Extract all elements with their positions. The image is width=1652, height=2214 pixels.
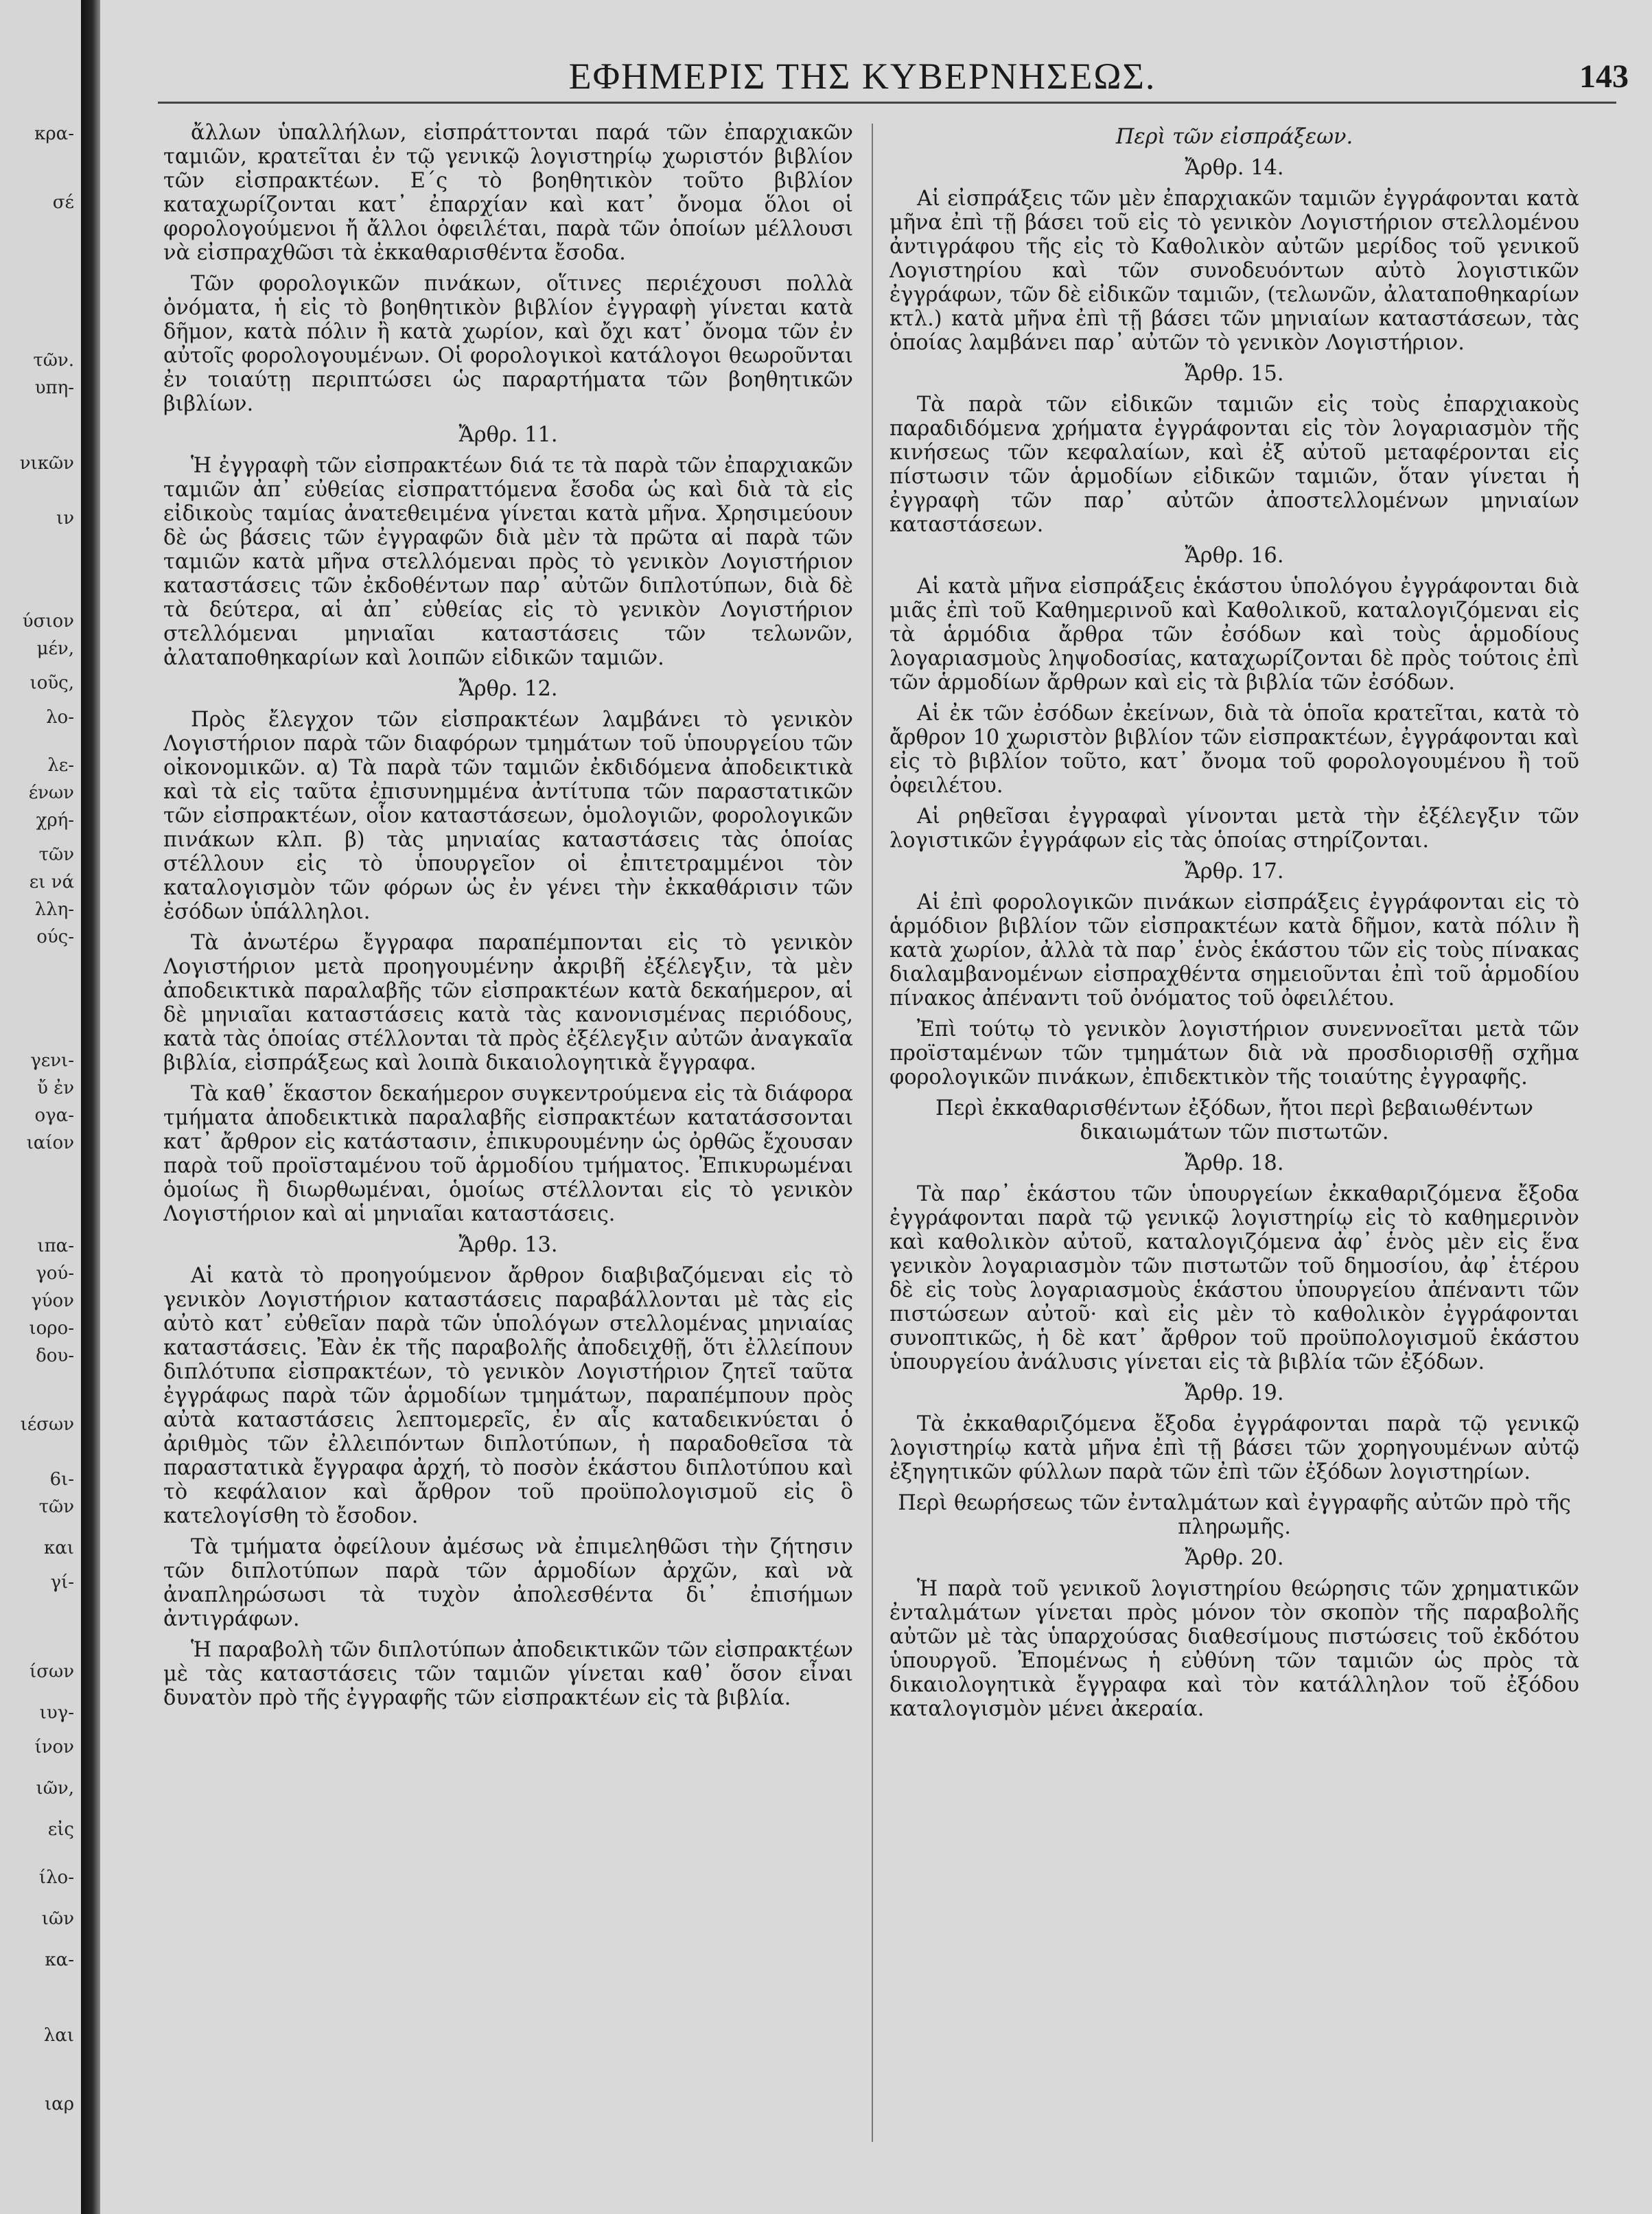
margin-fragment: ένων <box>28 783 74 803</box>
margin-fragment: νικῶν <box>19 453 74 474</box>
margin-fragment: λε- <box>47 755 74 776</box>
margin-fragment: ιῶν <box>41 1909 74 1929</box>
margin-fragment: λαι <box>43 2025 74 2046</box>
left-column <box>163 121 853 2153</box>
paragraph: Ἐπὶ τούτῳ τὸ γενικὸν λογιστήριον συνεννοεῖται μετὰ τῶν προϊσταμένων τῶν τμημάτων διὰ νὰ προσδιορισθῇ σχῆμα φορολογικῶν πινάκων, ἐπιδεκτικὸν τῆς τοιαύτης ἐγγραφῆς. <box>889 1017 1579 1089</box>
document-page <box>100 0 1652 2214</box>
section-heading: Ἄρθρ. 18. <box>1185 1151 1284 1175</box>
paragraph: Ἡ παρὰ τοῦ γενικοῦ λογιστηρίου θεώρησις τῶν χρηματικῶν ἐνταλμάτων γίνεται πρὸς μόνον τὸν σκοπὸν τῆς παραβολῆς αὐτῶν μὲ τὰς ὑπαρχούσας διαθεσίμους πιστώσεις τοῦ ἐκδότου ὑπουργοῦ. Ἐπομένως ἡ εὐθύνη τῶν ταμιῶν ὡς πρὸς τὰ δικαιολογητικὰ ἔγγραφα καὶ τὸν κατάλληλον τοῦ ἐξόδου καταλογισμὸν μένει ἀκεραία. <box>889 1577 1579 1721</box>
page-title: ΕΦΗΜΕΡΙΣ ΤΗΣ ΚΥΒΕΡΝΗΣΕΩΣ. <box>568 56 1156 97</box>
section-heading: Ἄρθρ. 16. <box>1185 544 1284 568</box>
column-divider <box>872 124 873 2142</box>
margin-fragment: ὔ ἐν <box>37 1078 74 1098</box>
margin-fragment: γύον <box>31 1291 74 1311</box>
margin-fragment: υπη- <box>34 378 74 398</box>
margin-fragment: τῶν. <box>33 350 74 371</box>
paragraph: Τῶν φορολογικῶν πινάκων, οἵτινες περιέχουσι πολλὰ ὀνόματα, ἡ εἰς τὸ βοηθητικὸν βιβλίον ἐγγραφὴ γίνεται κατὰ δῆμον, κατὰ πόλιν ἢ κατὰ χωρίον, καὶ ὄχι κατ᾽ ὄνομα τῶν ἐν αὐτοῖς φορολογουμένων. Οἱ φορολογικοὶ κατάλογοι θεωροῦνται ἐν τοιαύτῃ περιπτώσει ὡς παραρτήματα τῶν βοηθητικῶν βιβλίων. <box>163 272 853 416</box>
margin-fragment: ιαρ <box>44 2094 74 2114</box>
book-gutter <box>81 0 100 2214</box>
paragraph: Αἱ ρηθεῖσαι ἐγγραφαὶ γίνονται μετὰ τὴν ἐξέλεγξιν τῶν λογιστικῶν ἐγγράφων εἰς τὰς ὁποίας στηρίζονται. <box>889 805 1579 853</box>
header-rule <box>158 102 1616 104</box>
right-column <box>889 121 1579 2153</box>
margin-fragment: 6ι- <box>49 1469 74 1490</box>
paragraph: Ἡ ἐγγραφὴ τῶν εἰσπρακτέων διά τε τὰ παρὰ τῶν ἐπαρχιακῶν ταμιῶν ἀπ᾽ εὐθείας εἰσπραττόμενα ἔσοδα ὡς καὶ διὰ τὰ εἰς εἰδικοὺς ταμίας ἀνατεθειμένα γίνεται κατὰ μῆνα. Χρησιμεύουν δὲ ὡς βάσεις τῶν ἐγγραφῶν διὰ μὲν τὰ πρῶτα αἱ παρὰ τῶν ταμιῶν κατὰ μῆνα στελλόμεναι πρὸς τὸ γενικὸν Λογιστήριον καταστάσεις τῶν ἐκδοθέντων παρ᾽ αὐτῶν διπλοτύπων, διὰ δὲ τὰ δεύτερα, αἱ ἀπ᾽ εὐθείας εἰς τὸ γενικὸν Λογιστήριον στελλόμεναι μηνιαῖαι καταστάσεις τῶν τελωνῶν, ἀλαταποθηκαρίων καὶ λοιπῶν εἰδικῶν ταμιῶν. <box>163 454 853 670</box>
margin-fragment: τῶν <box>38 844 74 865</box>
margin-fragment: εἰς <box>47 1819 74 1840</box>
section-heading: Περὶ ἐκκαθαρισθέντων ἐξόδων, ἤτοι περὶ βεβαιωθέντων δικαιωμάτων τῶν πιστωτῶν. <box>935 1096 1534 1144</box>
page-header <box>100 48 1652 110</box>
paragraph: Τὰ καθ᾽ ἕκαστον δεκαήμερον συγκεντρούμενα εἰς τὰ διάφορα τμήματα ἀποδεικτικὰ παραλαβῆς εἰσπρακτέων κατατάσσονται κατ᾽ ἄρθρον εἰς κατάστασιν, ἐπικυρουμένην ὡς ὀρθῶς ἔχουσαν παρὰ τοῦ προϊσταμένου τοῦ ἁρμοδίου τμήματος. Ἐπικυρωμέναι ὁμοίως ἢ διωρθωμέναι, ὁμοίως στέλλονται εἰς τὸ γενικὸν Λογιστήριον καὶ αἱ μηνιαῖαι καταστάσεις. <box>163 1082 853 1226</box>
adjacent-page-strip <box>0 0 81 2214</box>
margin-fragment: και <box>43 1538 74 1558</box>
margin-fragment: ιῶν, <box>36 1778 74 1799</box>
margin-fragment: λλη- <box>34 899 74 920</box>
margin-fragment: λο- <box>46 707 74 728</box>
section-heading: Περὶ θεωρήσεως τῶν ἐνταλμάτων καὶ ἐγγραφῆς αὐτῶν πρὸ τῆς πληρωμῆς. <box>898 1491 1571 1539</box>
margin-fragment: τῶν <box>38 1497 74 1517</box>
section-heading: Ἄρθρ. 11. <box>458 423 558 447</box>
margin-fragment: ογα- <box>34 1105 74 1126</box>
margin-fragment: ιέσων <box>20 1414 74 1435</box>
paragraph: Ἡ παραβολὴ τῶν διπλοτύπων ἀποδεικτικῶν τῶν εἰσπρακτέων μὲ τὰς καταστάσεις τῶν ταμιῶν γίνεται καθ᾽ ὅσον εἶναι δυνατὸν πρὸ τῆς ἐγγραφῆς τῶν εἰσπρακτέων εἰς τὰ βιβλία. <box>163 1638 853 1710</box>
paragraph: Τὰ ἀνωτέρω ἔγγραφα παραπέμπονται εἰς τὸ γενικὸν Λογιστήριον μετὰ προηγουμένην ἀκριβῆ ἐξέλεγξιν, τὰ μὲν ἀποδεικτικὰ παραλαβῆς τῶν εἰσπρακτέων κατὰ δεκαήμερον, αἱ δὲ μηνιαῖαι καταστάσεις κατὰ τὰς κανονισμένας περιόδους, κατὰ τὰς ὁποίας στέλλονται τὰ πρὸς ἐξέλεγξιν αὐτῶν ἀναγκαῖα βιβλία, εἰσπράξεως καὶ λοιπὰ δικαιολογητικὰ ἔγγραφα. <box>163 931 853 1075</box>
paragraph: Τὰ ἐκκαθαριζόμενα ἔξοδα ἐγγράφονται παρὰ τῷ γενικῷ λογιστηρίῳ κατὰ μῆνα ἐπὶ τῇ βάσει τῶν χορηγουμένων αὐτῷ ἐξηγητικῶν φύλλων παρὰ τῶν ἐπὶ τῶν ἐξόδων λογιστηρίων. <box>889 1412 1579 1484</box>
section-heading: Ἄρθρ. 14. <box>1185 156 1284 180</box>
margin-fragment: ίνον <box>34 1737 74 1757</box>
margin-fragment: μέν, <box>36 638 74 659</box>
paragraph: Αἱ κατὰ τὸ προηγούμενον ἄρθρον διαβιβαζόμεναι εἰς τὸ γενικὸν Λογιστήριον καταστάσεις παραβάλλονται μὲ τὰς εἰς αὐτὸ κατ᾽ εὐθεῖαν παρὰ τῶν ὑπολόγων στελλομένας μηνιαίας καταστάσεις. Ἐὰν ἐκ τῆς παραβολῆς ἀποδειχθῇ, ὅτι ἐλλείπουν διπλότυπα εἰσπρακτέων, τὸ γενικὸν Λογιστήριον ζητεῖ ταῦτα ἐγγράφως παρὰ τῶν ἁρμοδίων τμημάτων, παραπέμπουν πρὸς αὐτὰ καταστάσεις λεπτομερεῖς, ἐν αἷς καταδεικνύεται ὁ ἀριθμὸς τῶν ἐλλειπόντων διπλοτύπων, ἡ παραδοθεῖσα τὰ παραστατικὰ ἔγγραφα ἀρχή, τὸ ποσὸν ἑκάστου διπλοτύπου καὶ τὸ κεφάλαιον καὶ ἄρθρον τοῦ προϋπολογισμοῦ εἰς ὃ κατελογίσθη τὸ ἔσοδον. <box>163 1264 853 1528</box>
margin-fragment: ύσιον <box>22 611 74 632</box>
margin-fragment: γενι- <box>30 1050 74 1071</box>
paragraph: Αἱ εἰσπράξεις τῶν μὲν ἐπαρχιακῶν ταμιῶν ἐγγράφονται κατὰ μῆνα ἐπὶ τῇ βάσει τοῦ εἰς τὸ γενικὸν Λογιστήριον στελλομένου ἀντιγράφου τῆς εἰς τὸ Καθολικὸν αὐτῶν μερίδος τοῦ γενικοῦ Λογιστηρίου καὶ τῶν συνοδευόντων αὐτὸ λογιστικῶν ἐγγράφων, τῶν δὲ εἰδικῶν ταμιῶν, (τελωνῶν, ἀλαταποθηκαρίων κτλ.) κατὰ μῆνα ἐπὶ τῇ βάσει τῶν μηνιαίων καταστάσεων, τὰς ὁποίας λαμβάνει παρ᾽ αὐτῶν τὸ γενικὸν Λογιστήριον. <box>889 187 1579 355</box>
section-heading: Ἄρθρ. 13. <box>458 1233 558 1257</box>
margin-fragment: δου- <box>36 1346 74 1366</box>
margin-fragment: ιοῦς, <box>30 673 74 693</box>
margin-fragment: γού- <box>36 1263 74 1284</box>
margin-fragment: ιαίον <box>26 1133 74 1153</box>
paragraph: ἄλλων ὑπαλλήλων, εἰσπράττονται παρά τῶν ἐπαρχιακῶν ταμιῶν, κρατεῖται ἐν τῷ γενικῷ λογιστηρίῳ χωριστόν βιβλίον τῶν εἰσπρακτέων. Ε΄ς τὸ βοηθητικὸν τοῦτο βιβλίον καταχωρίζονται κατ᾽ ἐπαρχίαν καὶ κατ᾽ ὄνομα ὅλοι οἱ φορολογούμενοι ἤ ἄλλοι ὀφειλέται, παρὰ τῶν ὁποίων μέλλουσι νὰ εἰσπραχθῶσι τὰ ἐκκαθαρισθέντα ἔσοδα. <box>163 121 853 265</box>
paragraph: Αἱ ἐκ τῶν ἐσόδων ἐκείνων, διὰ τὰ ὁποῖα κρατεῖται, κατὰ τὸ ἄρθρον 10 χωριστὸν βιβλίον τῶν εἰσπρακτέων, ἐγγράφονται καὶ εἰς τὸ βιβλίον τοῦτο, κατ᾽ ὄνομα τοῦ φορολογουμένου ἢ τοῦ ὀφειλέτου. <box>889 702 1579 798</box>
section-heading: Ἄρθρ. 20. <box>1185 1546 1284 1570</box>
margin-fragment: ει νά <box>29 872 74 892</box>
paragraph: Τὰ τμήματα ὀφείλουν ἀμέσως νὰ ἐπιμεληθῶσι τὴν ζήτησιν τῶν διπλοτύπων παρὰ τῶν ἁρμοδίων ἀρχῶν, καὶ νὰ ἀναπληρώσωσι τὰ τυχὸν ἀπολεσθέντα δι᾽ ἐπισήμων ἀντιγράφων. <box>163 1535 853 1631</box>
margin-fragment: γί- <box>50 1572 74 1593</box>
margin-fragment: ίσων <box>30 1661 74 1682</box>
margin-fragment: ούς- <box>36 927 74 947</box>
section-heading: Ἄρθρ. 17. <box>1185 860 1284 884</box>
margin-fragment: κα- <box>45 1950 74 1970</box>
paragraph: Αἱ κατὰ μῆνα εἰσπράξεις ἑκάστου ὑπολόγου ἐγγράφονται διὰ μιᾶς ἐπὶ τοῦ Καθημερινοῦ καὶ Καθολικοῦ, καταλογιζόμεναι εἰς τὰ ἁρμόδια ἄρθρα τῶν ἐσόδων καὶ τοὺς ἁρμοδίους λογαριασμοὺς ληψοδοσίας, καταχωρίζονται δὲ πρὸς τούτοις ἐπὶ τῶν ἁρμοδίων ἄρθρων καὶ εἰς τὰ βιβλία τῶν ἐσόδων. <box>889 575 1579 695</box>
margin-fragment: ιυγ- <box>39 1703 74 1723</box>
paragraph: Αἱ ἐπὶ φορολογικῶν πινάκων εἰσπράξεις ἐγγράφονται εἰς τὸ ἁρμόδιον βιβλίον τῶν εἰσπρακτέων κατὰ δῆμον, κατὰ πόλιν ἢ κατὰ χωρίον, ἀλλὰ τὰ παρ᾽ ἑνὸς ἑκάστου τῶν εἰς τοὺς πίνακας διαλαμβανομένων εἰσπραχθέντα σημειοῦνται ἐπὶ τοῦ ἁρμοδίου πίνακος ἀπέναντι τοῦ ὀνόματος τοῦ ὀφειλέτου. <box>889 890 1579 1011</box>
margin-fragment: ιορο- <box>29 1318 74 1339</box>
page-number: 143 <box>1579 58 1629 95</box>
margin-fragment: ιπα- <box>37 1236 74 1256</box>
section-heading: Ἄρθρ. 15. <box>1185 362 1284 386</box>
section-heading: Ἄρθρ. 12. <box>458 677 558 701</box>
margin-fragment: ιν <box>56 508 74 529</box>
paragraph: Πρὸς ἔλεγχον τῶν εἰσπρακτέων λαμβάνει τὸ γενικὸν Λογιστήριον παρὰ τῶν διαφόρων τμημάτων τοῦ ὑπουργείου τῶν οἰκονομικῶν. α) Τὰ παρὰ τῶν ταμιῶν ἐκδιδόμενα ἀποδεικτικὰ καὶ τὰ εἰς ταῦτα ἐπισυνημμένα ἀντίτυπα τῶν παραστατικῶν τῶν εἰσπρακτέων, οἷον καταστάσεων, ὁμολογιῶν, φορολογικῶν πινάκων κλπ. β) τὰς μηνιαίας καταστάσεις τὰς ὁποίας στέλλουν εἰς τὸ ὑπουργεῖον οἱ ἐπιτετραμμένοι τὸν καταλογισμὸν τῶν φόρων ὡς ἐν γένει τὴν ἐκκαθάρισιν τῶν ἐσόδων ὑπάλληλοι. <box>163 708 853 924</box>
paragraph: Τὰ παρὰ τῶν εἰδικῶν ταμιῶν εἰς τοὺς ἐπαρχιακοὺς παραδιδόμενα χρήματα ἐγγράφονται εἰς τὸν λογαριασμὸν τῆς κινήσεως τῶν κεφαλαίων, καὶ ἐξ αὐτοῦ μεταφέρονται εἰς πίστωσιν τῶν ἁρμοδίων εἰδικῶν ταμιῶν, ὅταν γίνεται ἡ ἐγγραφὴ τῶν παρ᾽ αὐτῶν ἀποστελλομένων μηνιαίων καταστάσεων. <box>889 393 1579 537</box>
paragraph: Τὰ παρ᾽ ἑκάστου τῶν ὑπουργείων ἐκκαθαριζόμενα ἔξοδα ἐγγράφονται παρὰ τῷ γενικῷ λογιστηρίῳ εἰς τὸ καθημερινὸν καὶ καθολικὸν αὐτοῦ, καταλογιζόμενα ἀφ᾽ ἑνὸς μὲν εἰς ἕνα γενικὸν λογαριασμὸν τῶν πιστωτῶν τοῦ δημοσίου, ἀφ᾽ ἑτέρου δὲ εἰς τοὺς λογαριασμοὺς ἑκάστου ὑπουργείου ἀπέναντι τῶν πιστώσεων αὐτοῦ· καὶ εἰς μὲν τὸ καθολικὸν ἐγγράφονται συνοπτικῶς, ἡ δὲ κατ᾽ ἄρθρον τοῦ προϋπολογισμοῦ ἑκάστου ὑπουργείου ἀνάλυσις γίνεται εἰς τὰ βιβλία τῶν ἐξόδων. <box>889 1182 1579 1374</box>
margin-fragment: χρή- <box>36 810 74 831</box>
margin-fragment: κρα- <box>34 124 74 144</box>
margin-fragment: ίλο- <box>38 1867 74 1888</box>
margin-fragment: σέ <box>52 192 74 213</box>
section-heading: Περὶ τῶν εἰσπράξεων. <box>1115 125 1353 149</box>
section-heading: Ἄρθρ. 19. <box>1185 1381 1284 1405</box>
